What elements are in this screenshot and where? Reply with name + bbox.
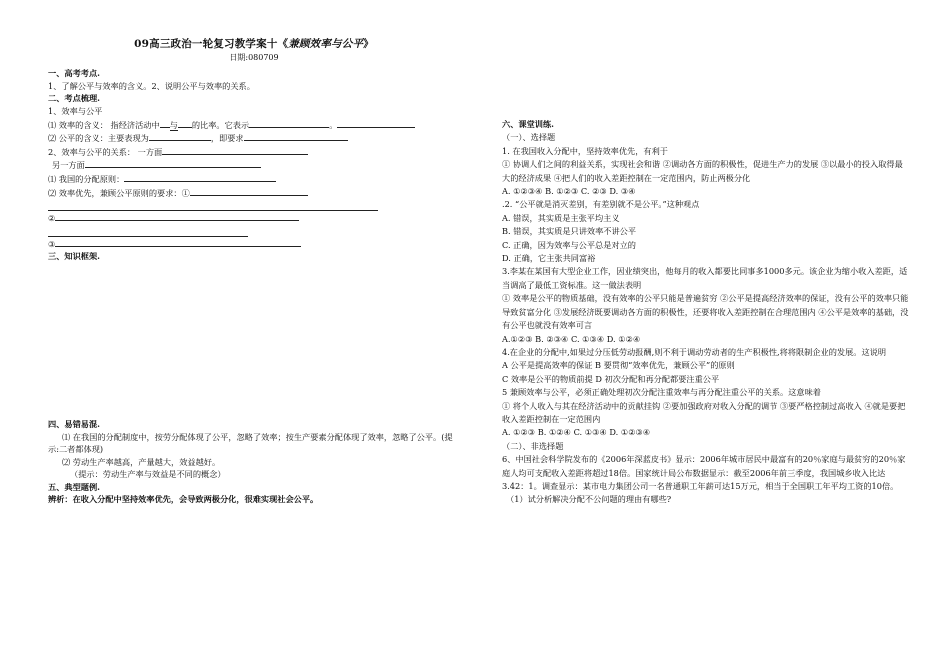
fairness-definition-line: [48, 131, 460, 145]
section-3-heading: 三、知识框架.: [48, 251, 100, 262]
blank-field[interactable]: [149, 131, 211, 141]
question-1-options: ① 协调人们之间的利益关系，实现社会和谐 ②调动各方面的积极性，促进生产力的发展 ③以最小的投入取得最大的经济成果 ④把人们的收入差距控制在一定范围内，防止两极分化: [502, 159, 903, 183]
question-6: 6、中国社会科学院发布的《2006年深蓝皮书》显示：2006年城市居民中最富有的20％家庭与最贫穷的20％家庭人均可支配收入差距将超过18倍。国家统计局公布数据显示：截至2006年前三季度，我国城乡收入比达3.42：1。调查显示：某市电力集团公司一名普通职工年薪可达15万元，相当于全国职工年平均工资的10倍。: [502, 454, 906, 491]
requirement-3-line: [48, 237, 460, 251]
question-5: 5 兼顾效率与公平，必须正确处理初次分配注重效率与再分配注重公平的关系。这意味着: [502, 387, 821, 398]
non-multiple-choice-heading: （二）、非选择题: [502, 440, 564, 451]
misconception-1: ⑴ 在我国的分配制度中，按劳分配体现了公平，忽略了效率；按生产要素分配体现了效率，忽略了公平。(提示:二者都体现): [48, 431, 453, 455]
question-4: 4.在企业的分配中,如果过分压低劳动报酬,则不利于调动劳动者的生产积极性,将将限制企业的发展。这说明: [502, 346, 887, 357]
blank-field[interactable]: [55, 211, 299, 221]
principle-requirement-label: ⑵ 效率优先，兼顾公平原则的要求：①: [48, 187, 190, 198]
blank-field[interactable]: [178, 118, 192, 128]
multiple-choice-heading: （一）、选择题: [502, 132, 556, 143]
section-6-heading: 六、课堂训练.: [502, 119, 554, 129]
blank-field[interactable]: [55, 237, 301, 247]
efficiency-definition-line: [48, 118, 460, 132]
principle-requirement-line: [48, 186, 460, 200]
other-side-line: [48, 158, 460, 172]
question-3: 3.李某在某国有大型企业工作，因业绩突出，他每月的收入都要比同事多1000多元。该企业为缩小收入差距，适当调高了最低工资标准。这一做法表明: [502, 266, 908, 290]
blank-field[interactable]: [162, 145, 308, 155]
question-4-options-cd: C 效率是公平的物质前提 D 初次分配和再分配都要注重公平: [502, 373, 720, 384]
question-1-answers: A. ①②③④ B. ①②③ C. ②③ D. ③④: [502, 186, 636, 197]
fairness-require-text: ，即要求: [210, 133, 244, 144]
left-column: [48, 38, 460, 506]
section-4-heading: 四、易错易混.: [48, 418, 100, 429]
blank-field[interactable]: [244, 131, 348, 141]
circled-2: ②: [48, 213, 56, 224]
question-3-answers: A.①②③ B. ②③④ C. ①③④ D. ①②④: [502, 333, 641, 344]
distribution-principle-label: ⑴ 我国的分配原则：: [48, 173, 125, 184]
blank-field[interactable]: [124, 172, 276, 182]
section-2-item-1: 1、效率与公平: [48, 105, 103, 116]
and-connector: 与: [169, 119, 178, 130]
other-side-label: 另一方面: [52, 160, 85, 171]
document-date: 日期:080709: [229, 52, 279, 62]
relation-line: [48, 145, 460, 159]
blank-field[interactable]: [249, 118, 329, 128]
blank-field[interactable]: [190, 186, 308, 196]
question-6-part-1: （1）试分析解决分配不公问题的理由有哪些?: [506, 494, 672, 505]
efficiency-ratio-text: 的比率。它表示: [191, 119, 250, 130]
question-1: 1. 在我国收入分配中，坚持效率优先，有利于: [502, 145, 668, 156]
section-2-heading: 二、考点梳理.: [48, 93, 100, 104]
typical-example: 辨析：在收入分配中坚持效率优先，会导致两极分化，很难实现社会公平。: [48, 494, 319, 505]
section-1-text: 1、了解公平与效率的含义。2、说明公平与效率的关系。: [48, 80, 255, 91]
blank-field[interactable]: [337, 118, 415, 128]
section-5-heading: 五、典型题例.: [48, 481, 100, 492]
title-suffix: 》: [363, 38, 374, 50]
title-prefix: 09高三政治一轮复习教学案十《: [134, 38, 289, 50]
question-2: .2. “公平就是消灭差别，有差别就不是公平。”这种观点: [502, 199, 700, 210]
title-topic: 兼顾效率与公平: [288, 38, 364, 50]
knowledge-frame-space: [48, 263, 460, 418]
question-5-answers: A. ①②③ B. ①②④ C. ①③④ D. ①②③④: [502, 427, 651, 438]
document-title: [48, 38, 460, 51]
efficiency-definition-label: ⑴ 效率的含义： 指经济活动中: [48, 119, 160, 130]
blank-field[interactable]: [160, 118, 170, 128]
question-2-option-a: A. 错误，其实质是主张平均主义: [502, 212, 620, 223]
misconception-2: ⑵ 劳动生产率越高，产量越大，效益越好。: [62, 456, 221, 467]
circled-3: ③: [48, 238, 56, 249]
question-5-options: ① 将个人收入与其在经济活动中的贡献挂钩 ②要加强政府对收入分配的调节 ③要严格控制过高收入 ④就是要把收入差距控制在一定范围内: [502, 400, 906, 424]
blank-line[interactable]: [48, 199, 378, 211]
misconception-2-hint: （提示：劳动生产率与效益是不同的概念）: [70, 469, 226, 480]
blank-field[interactable]: [85, 158, 261, 168]
relation-label: 2、效率与公平的关系： 一方面: [48, 146, 163, 157]
requirement-2-line: [48, 211, 460, 225]
period-mark: 。: [329, 119, 338, 130]
question-2-option-b: B. 错误，其实质是只讲效率不讲公平: [502, 226, 637, 237]
fairness-definition-label: ⑵ 公平的含义：主要表现为: [48, 133, 149, 144]
distribution-principle-line: [48, 172, 460, 186]
section-1-heading: 一、高考考点.: [48, 68, 100, 79]
question-2-option-d: D. 正确，它主张共同富裕: [502, 253, 596, 264]
question-3-options: ① 效率是公平的物质基础，没有效率的公平只能是普遍贫穷 ②公平是提高经济效率的保证，没有公平的效率只能导致贫富分化 ③发展经济既要调动各方面的积极性，还要将收入差距控制在合理范围内 ④公平是效率的基础，没有公平也就没有效率可言: [502, 293, 909, 331]
blank-line[interactable]: [48, 225, 248, 237]
right-column: [502, 118, 910, 507]
question-2-option-c: C. 正确，因为效率与公平总是对立的: [502, 239, 636, 250]
question-4-options-ab: A 公平是提高效率的保证 B 要贯彻“效率优先，兼顾公平”的原则: [502, 360, 735, 371]
